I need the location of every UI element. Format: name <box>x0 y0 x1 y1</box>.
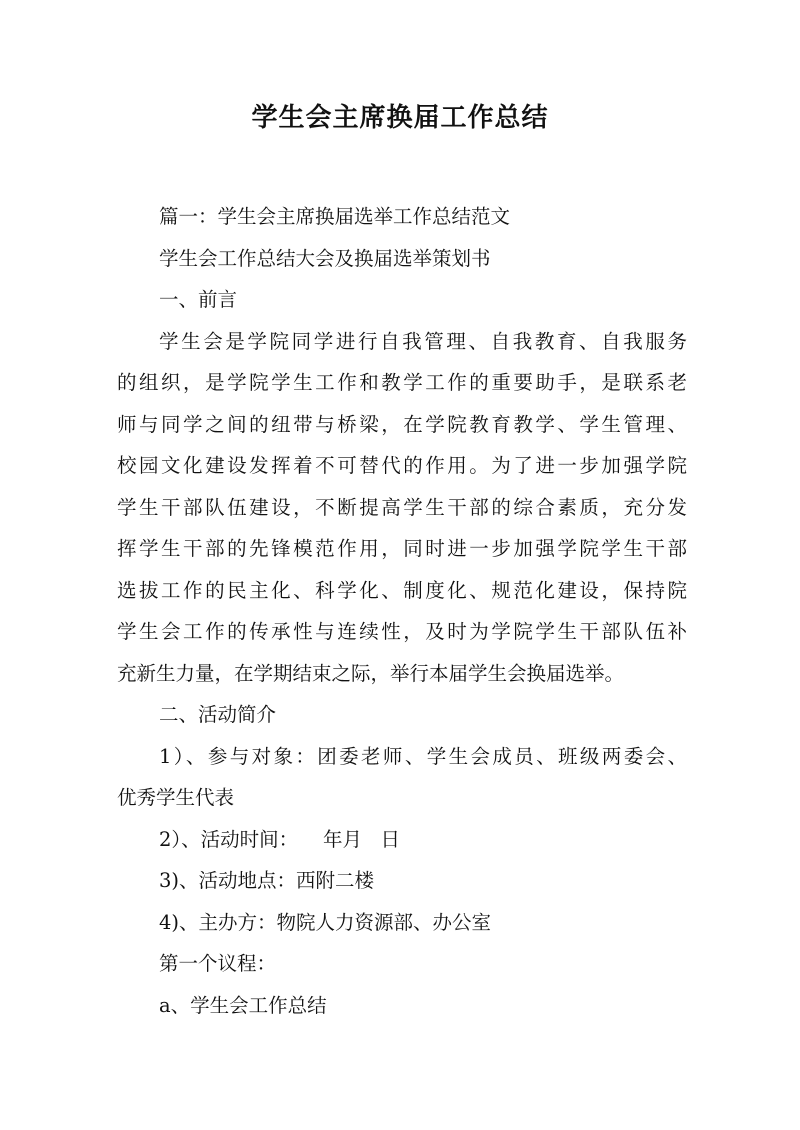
paragraph-line: 挥学生干部的先锋模范作用，同时进一步加强学院学生干部 <box>117 537 687 560</box>
section-heading: 二、活动简介 <box>159 703 277 726</box>
document-body <box>117 196 687 1026</box>
list-item-continuation: 优秀学生代表 <box>117 786 235 809</box>
paragraph-line: 学生会工作总结大会及换届选举策划书 <box>159 246 491 270</box>
list-item: 2）、活动时间： 年月 日 <box>159 827 401 851</box>
paragraph-line: 学生干部队伍建设，不断提高学生干部的综合素质，充分发 <box>117 495 687 519</box>
paragraph-line: 选拔工作的民主化、科学化、制度化、规范化建设，保持院 <box>117 578 687 602</box>
section-heading: 一、前言 <box>159 288 238 311</box>
paragraph-line: 充新生力量，在学期结束之际，举行本届学生会换届选举。 <box>117 661 625 685</box>
paragraph-line: 学生会工作的传承性与连续性，及时为学院学生干部队伍补 <box>117 620 687 643</box>
paragraph-line: 师与同学之间的纽带与桥梁，在学院教育教学、学生管理、 <box>117 412 687 436</box>
paragraph-line: 的组织，是学院学生工作和教学工作的重要助手，是联系老 <box>117 371 687 394</box>
agenda-heading: 第一个议程： <box>159 952 277 975</box>
paragraph-line: 学生会是学院同学进行自我管理、自我教育、自我服务 <box>159 329 687 353</box>
list-item: 1）、参与对象：团委老师、学生会成员、班级两委会、 <box>159 744 687 768</box>
agenda-item: a、学生会工作总结 <box>159 993 327 1017</box>
list-item: 3)、活动地点：西附二楼 <box>159 869 375 892</box>
document-title: 学生会主席换届工作总结 <box>251 103 549 133</box>
paragraph-line: 篇一：学生会主席换届选举工作总结范文 <box>159 205 511 228</box>
paragraph-line: 校园文化建设发挥着不可替代的作用。为了进一步加强学院 <box>117 454 687 477</box>
list-item: 4)、主办方：物院人力资源部、办公室 <box>159 910 492 934</box>
